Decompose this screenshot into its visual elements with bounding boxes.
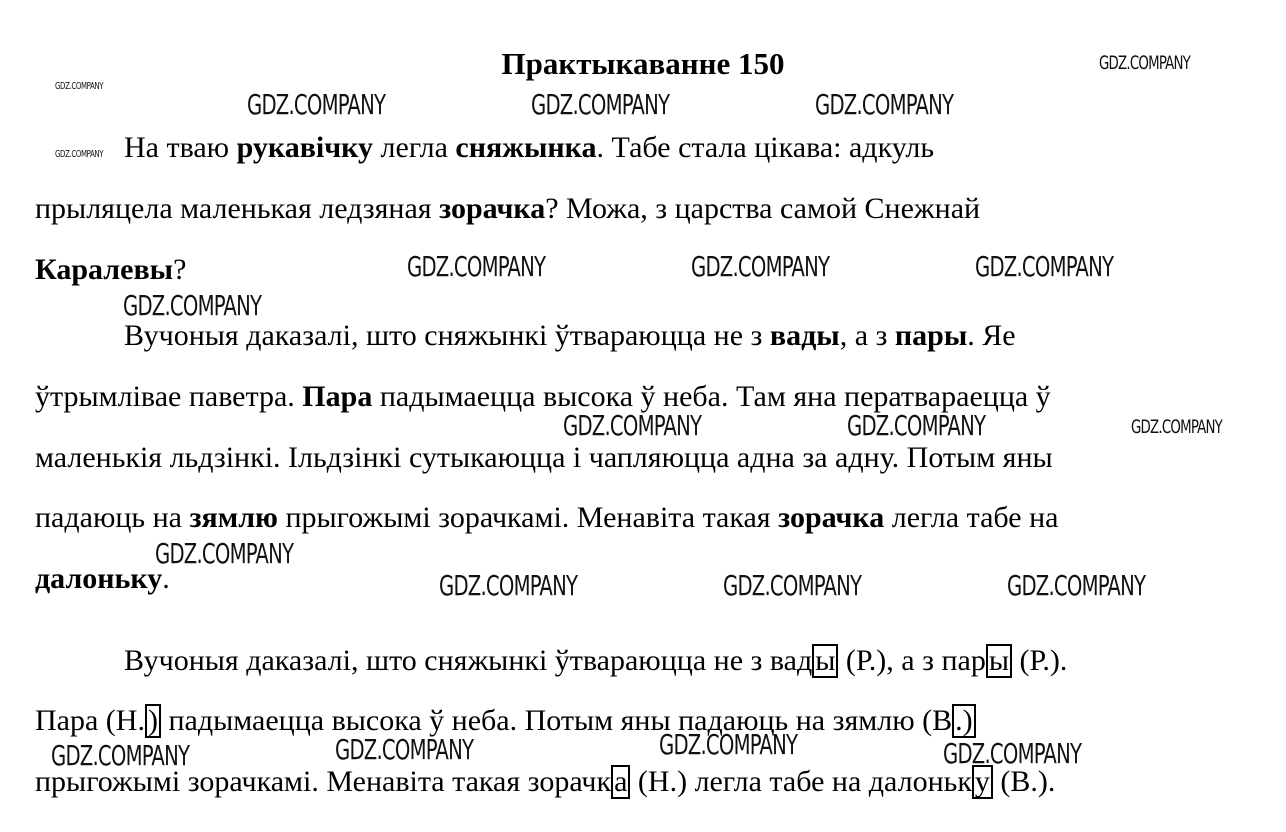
- watermark: GDZ.COMPANY: [975, 250, 1114, 283]
- exercise-title: Практыкаванне 150: [501, 46, 785, 81]
- bold-word: рукавічку: [236, 131, 374, 164]
- watermark: GDZ.COMPANY: [847, 409, 986, 442]
- text: , а з: [839, 319, 895, 352]
- watermark: GDZ.COMPANY: [659, 728, 798, 761]
- paragraph-3-line-2: [35, 704, 976, 738]
- watermark: GDZ.COMPANY: [943, 737, 1082, 770]
- text: (Р.).: [1011, 644, 1068, 677]
- watermark: GDZ.COMPANY: [55, 149, 104, 160]
- text: На тваю: [124, 131, 237, 164]
- paragraph-2-line-2: [35, 382, 1051, 412]
- bold-word: далоньку: [35, 562, 163, 595]
- paragraph-2-line-1: [124, 321, 1016, 351]
- text: Вучоныя даказалі, што сняжынкі ўтвараюцца не з: [124, 319, 770, 352]
- bold-word: зямлю: [189, 501, 278, 534]
- text: ўтрымлівае паветра.: [35, 380, 303, 413]
- bold-word: зорачка: [439, 192, 546, 225]
- text: ? Можа, з царства самой Снежнай: [545, 192, 981, 225]
- watermark: GDZ.COMPANY: [55, 81, 104, 92]
- text: падымаецца высока ў неба. Потым яны падаюць на зямлю (В: [160, 704, 953, 737]
- watermark: GDZ.COMPANY: [563, 409, 702, 442]
- text: Пара (Н.: [35, 704, 145, 737]
- ending-box: ): [145, 704, 161, 738]
- watermark: GDZ.COMPANY: [335, 733, 474, 766]
- ending-box: .): [952, 704, 976, 738]
- bold-word: Каралевы: [35, 253, 174, 286]
- bold-word: Пара: [302, 380, 373, 413]
- text: (Р.), а з пар: [838, 644, 986, 677]
- text: легла: [373, 131, 456, 164]
- bold-word: вады: [769, 319, 840, 352]
- ending-box: ы: [986, 644, 1012, 678]
- text: .: [162, 562, 170, 595]
- paragraph-2-line-5: [35, 564, 170, 594]
- watermark: GDZ.COMPANY: [723, 569, 862, 602]
- watermark: GDZ.COMPANY: [123, 289, 262, 322]
- watermark: GDZ.COMPANY: [51, 739, 190, 772]
- text: падымаецца высока ў неба. Там яна ператвараецца ў: [372, 380, 1051, 413]
- text: легла табе на: [884, 501, 1059, 534]
- watermark: GDZ.COMPANY: [155, 537, 294, 570]
- text: падаюць на: [35, 501, 190, 534]
- watermark: GDZ.COMPANY: [439, 569, 578, 602]
- watermark: GDZ.COMPANY: [407, 250, 546, 283]
- watermark: GDZ.COMPANY: [531, 88, 670, 121]
- watermark: GDZ.COMPANY: [1099, 52, 1191, 74]
- text: прыгожымі зорачкамі. Менавіта такая зорачк: [35, 765, 612, 798]
- paragraph-3-line-1: [124, 644, 1067, 678]
- bold-word: пары: [894, 319, 968, 352]
- text: Вучоныя даказалі, што сняжынкі ўтвараюцца не з вад: [124, 644, 813, 677]
- paragraph-2-line-4: [35, 503, 1058, 533]
- text: прыляцела маленькая ледзяная: [35, 192, 440, 225]
- bold-word: сняжынка: [455, 131, 597, 164]
- paragraph-1-line-1: [124, 133, 934, 163]
- text: (Н.) легла табе на далоньк: [630, 765, 972, 798]
- text: (В.).: [992, 765, 1056, 798]
- paragraph-1-line-3: [35, 255, 186, 285]
- bold-word: зорачка: [778, 501, 885, 534]
- watermark: GDZ.COMPANY: [815, 88, 954, 121]
- paragraph-2-line-3: маленькія льдзінкі. Ільдзінкі сутыкаюцца і чапляюцца адна за адну. Потым яны: [35, 441, 1053, 474]
- ending-box: а: [611, 765, 630, 799]
- ending-box: ы: [812, 644, 838, 678]
- watermark: GDZ.COMPANY: [1007, 569, 1146, 602]
- text: . Яе: [967, 319, 1016, 352]
- ending-box: у: [972, 765, 993, 799]
- watermark: GDZ.COMPANY: [691, 250, 830, 283]
- watermark: GDZ.COMPANY: [1131, 416, 1223, 438]
- text: . Табе стала цікава: адкуль: [596, 131, 935, 164]
- watermark: GDZ.COMPANY: [247, 88, 386, 121]
- text: прыгожымі зорачкамі. Менавіта такая: [277, 501, 779, 534]
- text: ?: [173, 253, 187, 286]
- paragraph-1-line-2: [35, 194, 980, 224]
